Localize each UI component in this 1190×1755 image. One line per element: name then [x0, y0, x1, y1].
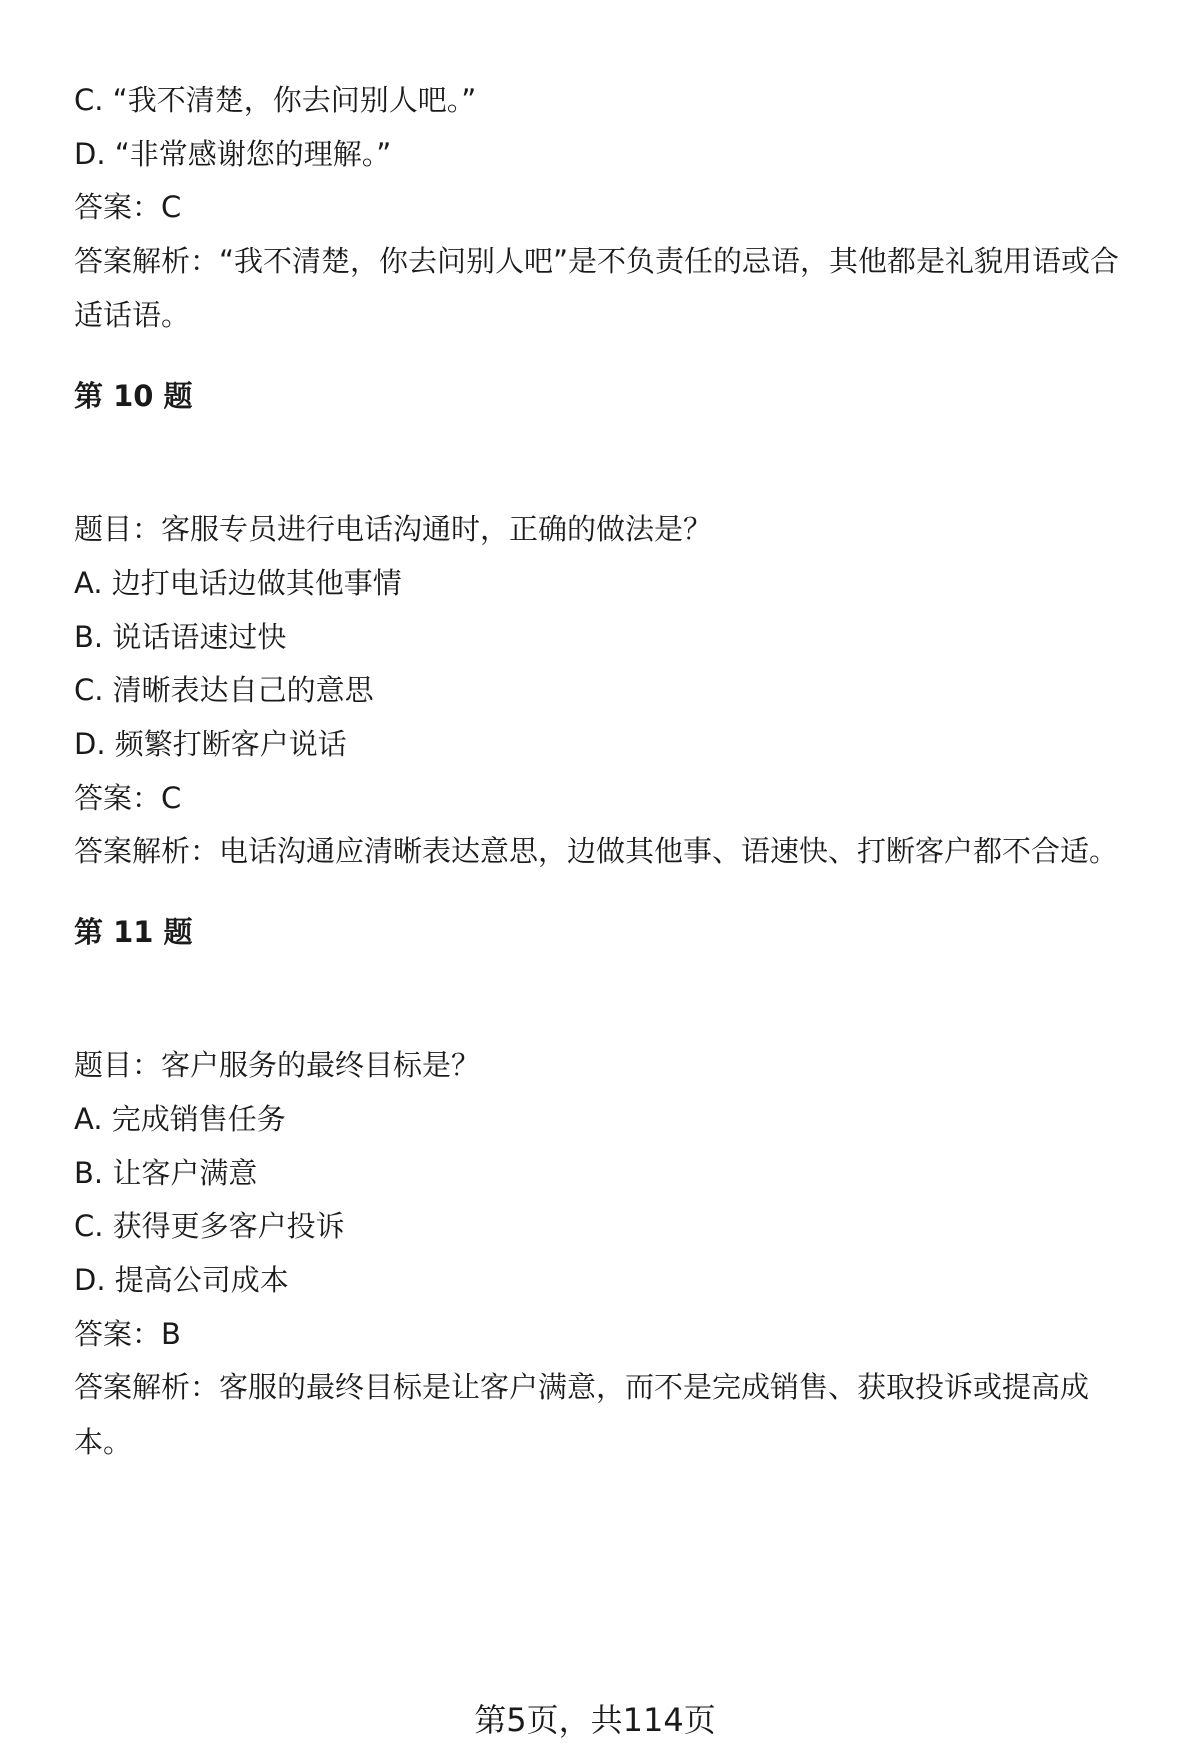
q11-explanation-line2: 本。 — [74, 1425, 133, 1459]
q11-option-d: D. 提高公司成本 — [74, 1263, 289, 1297]
q11-option-c: C. 获得更多客户投诉 — [74, 1209, 345, 1243]
q10-option-a: A. 边打电话边做其他事情 — [74, 566, 402, 600]
q11-explanation-line1: 答案解析：客服的最终目标是让客户满意，而不是完成销售、获取投诉或提高成 — [74, 1370, 1090, 1404]
q9-option-d: D. “非常感谢您的理解。” — [74, 137, 392, 171]
q11-option-a: A. 完成销售任务 — [74, 1102, 286, 1136]
q10-explanation-line1: 答案解析：电话沟通应清晰表达意思，边做其他事、语速快、打断客户都不合适。 — [74, 834, 1119, 868]
q11-heading: 第 11 题 — [74, 915, 193, 949]
q9-explanation-line1: 答案解析：“我不清楚，你去问别人吧”是不负责任的忌语，其他都是礼貌用语或合 — [74, 244, 1120, 278]
q9-explanation-line2: 适话语。 — [74, 298, 191, 332]
q10-option-b: B. 说话语速过快 — [74, 620, 287, 654]
q10-heading: 第 10 题 — [74, 379, 193, 413]
q9-option-c: C. “我不清楚，你去问别人吧。” — [74, 83, 477, 117]
q11-question: 题目：客户服务的最终目标是？ — [74, 1048, 481, 1082]
page-number-footer: 第5页，共114页 — [474, 1701, 716, 1739]
q11-option-b: B. 让客户满意 — [74, 1156, 258, 1190]
q10-option-d: D. 频繁打断客户说话 — [74, 727, 347, 761]
q10-option-c: C. 清晰表达自己的意思 — [74, 673, 374, 707]
q10-question: 题目：客服专员进行电话沟通时，正确的做法是？ — [74, 512, 713, 546]
q10-answer: 答案：C — [74, 781, 182, 815]
q11-answer: 答案：B — [74, 1317, 181, 1351]
q9-answer: 答案：C — [74, 190, 182, 224]
